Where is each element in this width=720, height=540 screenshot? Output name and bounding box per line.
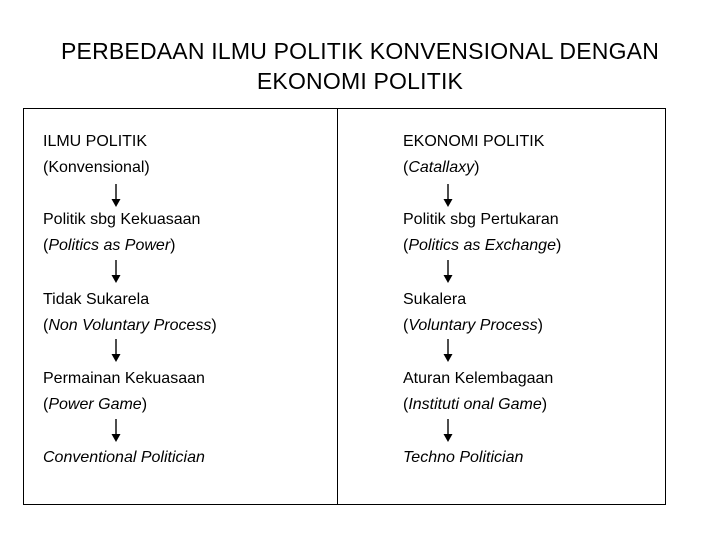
right-item-subtitle: (Voluntary Process) xyxy=(403,317,543,334)
right-item-subtitle-italic: Voluntary Process xyxy=(408,317,538,334)
comparison-table xyxy=(23,108,666,505)
right-final-label: Techno Politician xyxy=(403,449,524,466)
right-item-institutional xyxy=(403,366,553,418)
right-item-title: Aturan Kelembagaan xyxy=(403,370,554,387)
left-item-subtitle-italic: Power Game xyxy=(48,396,142,413)
right-item-exchange xyxy=(403,207,561,259)
down-arrow-icon xyxy=(110,260,122,284)
left-item-title: Tidak Sukarela xyxy=(43,291,150,308)
down-arrow-icon xyxy=(442,260,454,284)
right-item-subtitle-italic: Instituti onal Game xyxy=(408,396,542,413)
down-arrow-icon xyxy=(442,184,454,208)
left-item-subtitle-italic: Non Voluntary Process xyxy=(48,317,212,334)
left-final-label: Conventional Politician xyxy=(43,449,205,466)
right-header-subtitle: (Catallaxy) xyxy=(403,159,480,176)
right-item-title: Politik sbg Pertukaran xyxy=(403,211,559,228)
right-header xyxy=(403,129,544,181)
right-item-voluntary xyxy=(403,287,543,339)
left-item-subtitle: (Power Game) xyxy=(43,396,148,413)
down-arrow-icon xyxy=(442,419,454,443)
down-arrow-icon xyxy=(110,419,122,443)
title-line-1: PERBEDAAN ILMU POLITIK KONVENSIONAL DENGAN xyxy=(60,38,660,64)
left-header xyxy=(43,129,150,181)
down-arrow-icon xyxy=(110,184,122,208)
left-item-power xyxy=(43,207,200,259)
right-header-title: EKONOMI POLITIK xyxy=(403,133,545,150)
left-final xyxy=(43,445,205,471)
left-item-non-voluntary xyxy=(43,287,217,339)
title-line-2: EKONOMI POLITIK xyxy=(256,68,464,94)
right-item-title: Sukalera xyxy=(403,291,467,308)
right-header-subtitle-italic: Catallaxy xyxy=(408,159,475,176)
column-divider xyxy=(337,109,338,504)
left-item-subtitle: (Politics as Power) xyxy=(43,237,176,254)
left-item-power-game xyxy=(43,366,205,418)
left-item-title: Permainan Kekuasaan xyxy=(43,370,205,387)
right-item-subtitle: (Instituti onal Game) xyxy=(403,396,548,413)
right-item-subtitle: (Politics as Exchange) xyxy=(403,237,562,254)
left-item-subtitle: (Non Voluntary Process) xyxy=(43,317,217,334)
down-arrow-icon xyxy=(110,339,122,363)
left-header-title: ILMU POLITIK xyxy=(43,133,148,150)
down-arrow-icon xyxy=(442,339,454,363)
right-item-subtitle-italic: Politics as Exchange xyxy=(408,237,556,254)
left-item-subtitle-italic: Politics as Power xyxy=(48,237,171,254)
left-header-subtitle: (Konvensional) xyxy=(43,159,150,176)
page-title xyxy=(20,36,700,96)
right-final xyxy=(403,445,523,471)
left-item-title: Politik sbg Kekuasaan xyxy=(43,211,201,228)
